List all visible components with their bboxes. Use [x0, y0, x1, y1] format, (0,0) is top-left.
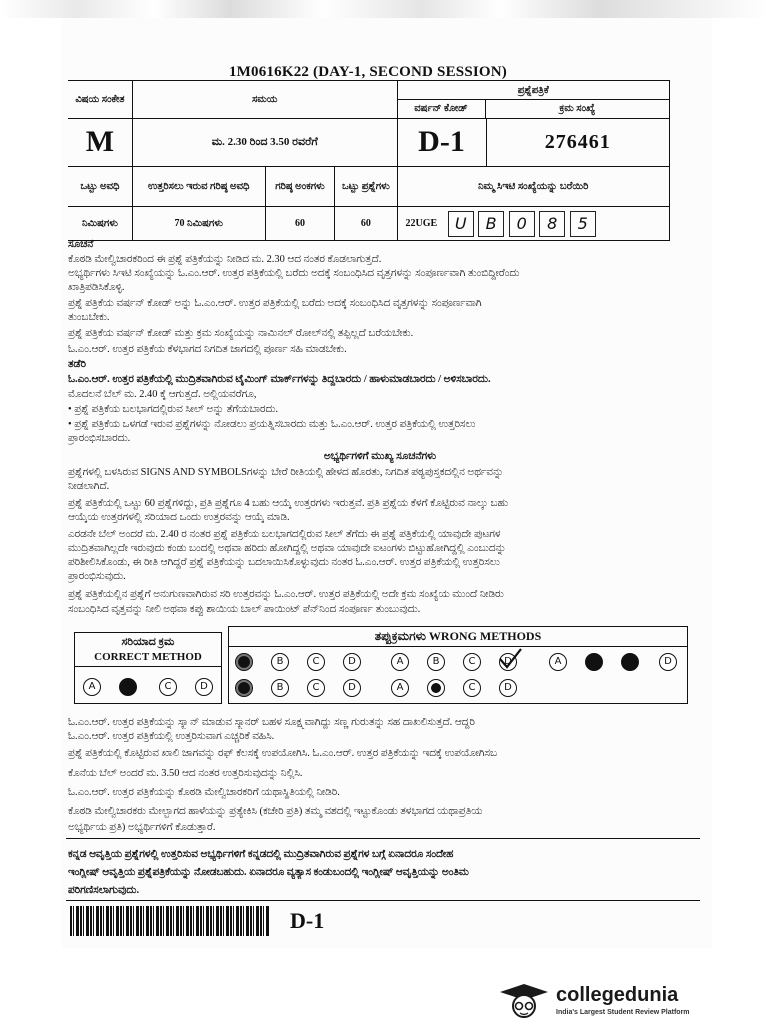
instruction-line: ಪ್ರಶ್ನೆ ಪತ್ರಿಕೆಯ ವರ್ಷನ್ ಕೋಡ್ ಮತ್ತು ಕ್ರಮ ಸಂಖ್ಯೆಯನ್ನು ನಾಮಿನಲ್ ರೋಲ್‌ನಲ್ಲಿ ತಪ್ಪಿಲ್ಲದೆ ಬರೆಯಬೇಕು.	[68, 328, 414, 339]
instruction-line: ಅಭ್ಯರ್ಥಿಗಳು ಸಿಇಟಿ ಸಂಖ್ಯೆಯನ್ನು ಓ.ಎಂ.ಆರ್. ಉತ್ತರ ಪತ್ರಿಕೆಯಲ್ಲಿ ಬರೆದು ಅದಕ್ಕೆ ಸಂಬಂಧಿಸಿದ ವೃತ್ತಗಳನ್ನು ಸಂಪೂರ್ಣವಾಗಿ ತುಂಬಿದ್ದೀರೆಂದು	[68, 268, 520, 279]
wrong-methods-title: ತಪ್ಪುಕ್ರಮಗಳು WRONG METHODS	[229, 627, 687, 647]
instruction-line: ಸಂಬಂಧಿಸಿದ ವೃತ್ತವನ್ನು ನೀಲಿ ಅಥವಾ ಕಪ್ಪು ಶಾಯಿಯ ಬಾಲ್ ಪಾಯಿಂಟ್ ಪೆನ್‌ನಿಂದ ಸಂಪೂರ್ಣ ತುಂಬುವುದು.	[68, 604, 421, 615]
bubble-d: D	[499, 679, 517, 697]
reg-digit: 5	[570, 211, 596, 237]
language-note-line: ಇಂಗ್ಲೀಷ್ ಆವೃತ್ತಿಯ ಪ್ರಶ್ನೆಪತ್ರಿಕೆಯನ್ನು ನೋಡಬಹುದು. ಏನಾದರೂ ವ್ಯತ್ಯಾಸ ಕಂಡುಬಂದಲ್ಲಿ ಇಂಗ್ಲೀಷ್ ಆವೃತ್ತಿಯನ್ನು ಅಂತಿಮ	[68, 867, 469, 878]
bubble-c: C	[463, 653, 481, 671]
instruction-line: ಪರಿಶೀಲಿಸಿಕೊಂಡು, ಈ ರೀತಿ ಆಗಿದ್ದರೆ ಪ್ರಶ್ನೆ ಪತ್ರಿಕೆಯನ್ನು ಬದಲಾಯಿಸಿಕೊಳ್ಳುವುದು ನಂತರ ಓ.ಎಂ.ಆರ್. ಉತ್ತರ ಪತ್ರಿಕೆಯಲ್ಲಿ ಉತ್ತರಿಸಲು	[68, 557, 500, 568]
total-time-label: ಒಟ್ಟು ಅವಧಿ	[68, 167, 132, 207]
reg-number-field[interactable]	[397, 207, 670, 241]
paper-code-title: 1M0616K22 (DAY-1, SECOND SESSION)	[228, 64, 508, 80]
bubble-a: A	[549, 653, 567, 671]
bubble-b-ringed	[427, 679, 445, 697]
instruction-line: ಪ್ರಾರಂಭಿಸಬಾರದು.	[68, 433, 131, 444]
version-code-label: ವರ್ಷನ್ ಕೋಡ್	[398, 100, 486, 118]
reg-digit: B	[478, 211, 504, 237]
bubble-b-filled: B	[585, 653, 603, 671]
photo-top-edge	[0, 0, 768, 18]
max-marks-label: ಗರಿಷ್ಠ ಅಂಕಗಳು	[265, 167, 335, 207]
instruction-line: ತುಂಬಬೇಕು.	[68, 312, 110, 323]
correct-method-box	[74, 632, 222, 704]
language-note-line: ಕನ್ನಡ ಆವೃತ್ತಿಯ ಪ್ರಶ್ನೆಗಳಲ್ಲಿ ಉತ್ತರಿಸುವ ಅಭ್ಯರ್ಥಿಗಳಿಗೆ ಕನ್ನಡದಲ್ಲಿ ಮುದ್ರಿತವಾಗಿರುವ ಪ್ರಶ್ನೆಗಳ ಬಗ್ಗೆ ಏನಾದರೂ ಸಂದೇಹ	[68, 849, 454, 860]
instructions-heading: ಸೂಚನೆ	[68, 239, 94, 250]
bubble-b: B	[271, 653, 289, 671]
bubble-c: C	[307, 653, 325, 671]
barcode	[70, 906, 270, 936]
bubble-b: B	[427, 653, 445, 671]
bubble-c: C	[463, 679, 481, 697]
instruction-line: ಓ.ಎಂ.ಆರ್. ಉತ್ತರ ಪತ್ರಿಕೆಯಲ್ಲಿ ಉತ್ತರಿಸುವಾಗ ಎಚ್ಚರಿಕೆ ವಹಿಸಿ.	[68, 731, 275, 742]
reg-prefix: 22UGE	[405, 217, 438, 229]
divider	[66, 900, 700, 901]
paper-header-table	[68, 80, 670, 241]
time-label: ಸಮಯ	[132, 81, 397, 119]
serial-number-label: ಕ್ರಮ ಸಂಖ್ಯೆ	[559, 102, 596, 114]
bubble-c: C	[307, 679, 325, 697]
instruction-line: ಓ.ಎಂ.ಆರ್. ಉತ್ತರ ಪತ್ರಿಕೆಯನ್ನು ಸ್ಕ್ಯಾನ್ ಮಾಡುವ ಸ್ಕ್ಯಾನರ್ ಬಹಳ ಸೂಕ್ಷ್ಮವಾಗಿದ್ದು ಸಣ್ಣ ಗುರುತನ್ನು ಸಹ ದಾಖಲಿಸುತ್ತದೆ. ಆದ್ದರಿ	[68, 717, 475, 728]
correct-method-title-en: CORRECT METHOD	[94, 651, 202, 663]
bubble-a: A	[391, 653, 409, 671]
instruction-line: ನೀಡಲಾಗಿದೆ.	[68, 481, 110, 492]
collegedunia-logo[interactable]	[496, 982, 726, 1022]
answer-time-value: 70 ನಿಮಿಷಗಳು	[132, 207, 265, 241]
instruction-line: ಪ್ರಾರಂಭಿಸುವುದು.	[68, 571, 126, 582]
brand-name: collegedunia	[556, 984, 679, 1006]
booklet-label: ಪ್ರಶ್ನೆಪತ್ರಿಕೆ	[398, 82, 670, 100]
bubble-a: A	[391, 679, 409, 697]
bubble-b: B	[271, 679, 289, 697]
subject-code-value: M	[68, 119, 132, 167]
instruction-line: ಪ್ರಶ್ನೆ ಪತ್ರಿಕೆಯಲ್ಲಿ ಕೊಟ್ಟಿರುವ ಖಾಲಿ ಜಾಗವನ್ನು ರಫ್ ಕೆಲಸಕ್ಕೆ ಉಪಯೋಗಿಸಿ. ಓ.ಎಂ.ಆರ್. ಉತ್ತರ ಪತ್ರಿಕೆಯನ್ನು ಇದಕ್ಕೆ ಉಪಯೋಗಿಸಬ	[68, 748, 498, 759]
instruction-line: ಪ್ರಶ್ನೆಗಳಲ್ಲಿ ಬಳಸಿರುವ SIGNS AND SYMBOLSಗಳನ್ನು ಬೇರೆ ರೀತಿಯಲ್ಲಿ ಹೇಳದ ಹೊರತು, ನಿಗದಿತ ಪಠ್ಯಪುಸ್ತಕದಲ್ಲಿನ ಅರ್ಥವನ್ನು	[68, 467, 504, 478]
tick-mark-icon	[497, 647, 523, 673]
time-value: ಮ. 2.30 ರಿಂದ 3.50 ರವರೆಗೆ	[132, 119, 397, 167]
bubble-d: D	[343, 679, 361, 697]
reg-digit: U	[448, 211, 474, 237]
instruction-line: ಅಭ್ಯರ್ಥಿಯ ಪ್ರತಿ) ಅಭ್ಯರ್ಥಿಗಳಿಗೆ ಕೊಡುತ್ತಾರೆ.	[68, 822, 216, 833]
instruction-line: ಓ.ಎಂ.ಆರ್. ಉತ್ತರ ಪತ್ರಿಕೆಯನ್ನು ಕೊಠಡಿ ಮೇಲ್ವಿಚಾರಕರಿಗೆ ಯಥಾಸ್ಥಿತಿಯಲ್ಲಿ ನೀಡಿರಿ.	[68, 787, 340, 798]
reg-digit: 8	[539, 211, 565, 237]
version-code-value: D-1	[418, 125, 465, 159]
instruction-line: ಆಯ್ಕೆಯ ಉತ್ತರಗಳಲ್ಲಿ ಸರಿಯಾದ ಒಂದು ಉತ್ತರವನ್ನು ಆಯ್ಕೆ ಮಾಡಿ.	[68, 512, 290, 523]
warning-line: ಓ.ಎಂ.ಆರ್. ಉತ್ತರ ಪತ್ರಿಕೆಯಲ್ಲಿ ಮುದ್ರಿತವಾಗಿರುವ ಟೈಮಿಂಗ್ ಮಾರ್ಕ್‌ಗಳನ್ನು ತಿದ್ದಬಾರದು / ಹಾಳುಮಾಡಬಾರದು / ಅಳಿಸಬಾರದು.	[68, 374, 491, 385]
instruction-line: ಪ್ರಶ್ನೆ ಪತ್ರಿಕೆಯಲ್ಲಿ ಒಟ್ಟು 60 ಪ್ರಶ್ನೆಗಳಿದ್ದು, ಪ್ರತಿ ಪ್ರಶ್ನೆಗೂ 4 ಬಹು ಆಯ್ಕೆ ಉತ್ತರಗಳು ಇರುತ್ತವೆ. ಪ್ರತಿ ಪ್ರಶ್ನೆಯ ಕೆಳಗೆ ಕೊಟ್ಟಿರುವ ನಾಲ್ಕು ಬಹು	[68, 498, 509, 509]
student-mascot-icon	[496, 982, 552, 1022]
instruction-line: • ಪ್ರಶ್ನೆ ಪತ್ರಿಕೆಯ ಬಲಭಾಗದಲ್ಲಿರುವ ಸೀಲ್ ಅನ್ನು ತೆಗೆಯಬಾರದು.	[68, 404, 279, 415]
brand-tagline: India's Largest Student Review Platform	[556, 1009, 690, 1016]
bubble-c-filled: C	[621, 653, 639, 671]
reg-digit: 0	[509, 211, 535, 237]
reg-number-label: ನಿಮ್ಮ ಸಿಇಟಿ ಸಂಖ್ಯೆಯನ್ನು ಬರೆಯಿರಿ	[397, 167, 670, 207]
important-instructions-heading: ಅಭ್ಯರ್ಥಿಗಳಿಗೆ ಮುಖ್ಯ ಸೂಚನೆಗಳು	[323, 451, 437, 462]
instruction-line: ಓ.ಎಂ.ಆರ್. ಉತ್ತರ ಪತ್ರಿಕೆಯ ಕೆಳಭಾಗದ ನಿಗದಿತ ಜಾಗದಲ್ಲಿ ಪೂರ್ಣ ಸಹಿ ಮಾಡಬೇಕು.	[68, 344, 347, 355]
wrong-methods-box	[228, 626, 688, 704]
instruction-line: ಕೊನೆಯ ಬೆಲ್ ಅಂದರೆ ಮ. 3.50 ಆದ ನಂತರ ಉತ್ತರಿಸುವುದನ್ನು ನಿಲ್ಲಿಸಿ.	[68, 768, 303, 779]
total-questions-label: ಒಟ್ಟು ಪ್ರಶ್ನೆಗಳು	[335, 167, 397, 207]
bubble-d: D	[343, 653, 361, 671]
bubble-d: D	[195, 678, 213, 696]
bubble-a-wrong	[235, 653, 253, 671]
bubble-c: C	[159, 678, 177, 696]
instruction-line: ಮೊದಲನೆ ಬೆಲ್ ಮ. 2.40 ಕ್ಕೆ ಆಗುತ್ತದೆ. ಅಲ್ಲಿಯವರೆಗೂ,	[68, 389, 257, 400]
instruction-line: ಎರಡನೇ ಬೆಲ್ ಅಂದರೆ ಮ. 2.40 ರ ನಂತರ ಪ್ರಶ್ನೆ ಪತ್ರಿಕೆಯ ಬಲಭಾಗದಲ್ಲಿರುವ ಸೀಲ್ ತೆಗೆದು ಈ ಪ್ರಶ್ನೆ ಪತ್ರಿಕೆಯಲ್ಲಿ ಯಾವುದೇ ಪುಟಗಳ	[68, 529, 501, 540]
divider	[66, 838, 700, 839]
answer-time-label: ಉತ್ತರಿಸಲು ಇರುವ ಗರಿಷ್ಠ ಅವಧಿ	[132, 167, 265, 207]
instruction-line: ಮುದ್ರಿತವಾಗಿಲ್ಲದೇ ಇರುವುದು ಕಂಡು ಬಂದಲ್ಲಿ ಅಥವಾ ಹರಿದು ಹೋಗಿದ್ದಲ್ಲಿ ಅಥವಾ ಯಾವುದೇ ಐಟಂಗಳು ಬಿಟ್ಟುಹೋಗಿದ್ದಲ್ಲಿ ಎಂಬುದನ್ನು	[68, 543, 507, 554]
correct-method-title-kn: ಸರಿಯಾದ ಕ್ರಮ	[121, 636, 175, 648]
subject-code-label: ವಿಷಯ ಸಂಕೇತ	[68, 81, 132, 119]
serial-number-value: 276461	[486, 119, 670, 167]
warning-heading: ತಡೆರಿ	[68, 359, 87, 370]
footer-version-code: D-1	[290, 908, 325, 933]
instruction-line: ಕೊಠಡಿ ಮೇಲ್ವಿಚಾರಕರಿಂದ ಈ ಪ್ರಶ್ನೆ ಪತ್ರಿಕೆಯನ್ನು ನೀಡಿದ ಮ. 2.30 ಆದ ನಂತರ ಕೊಡಲಾಗುತ್ತದೆ.	[68, 254, 382, 265]
bubble-d-ticked: D	[499, 653, 517, 671]
bubble-b-filled: B	[119, 678, 137, 696]
language-note-line: ಪರಿಗಣಿಸಲಾಗುವುದು.	[68, 885, 140, 896]
instruction-line: ಪ್ರಶ್ನೆ ಪತ್ರಿಕೆಯಲ್ಲಿನ ಪ್ರಶ್ನೆಗೆ ಅನುಗುಣವಾಗಿರುವ ಸರಿ ಉತ್ತರವನ್ನು ಓ.ಎಂ.ಆರ್. ಉತ್ತರ ಪತ್ರಿಕೆಯಲ್ಲಿ ಅದೇ ಕ್ರಮ ಸಂಖ್ಯೆಯ ಮುಂದೆ ನೀಡಿರು	[68, 589, 504, 600]
total-questions-value: 60	[335, 207, 397, 241]
bubble-d: D	[659, 653, 677, 671]
instruction-line: ಕೊಠಡಿ ಮೇಲ್ವಿಚಾರಕರು ಮೇಲ್ಭಾಗದ ಹಾಳೆಯನ್ನು ಪ್ರತ್ಯೇಕಿಸಿ (ಕಚೇರಿ ಪ್ರತಿ) ತಮ್ಮ ವಶದಲ್ಲಿ ಇಟ್ಟುಕೊಂಡು ತಳಭಾಗದ ಯಥಾಪ್ರತಿಯ	[68, 806, 483, 817]
instruction-line: • ಪ್ರಶ್ನೆ ಪತ್ರಿಕೆಯ ಒಳಗಡೆ ಇರುವ ಪ್ರಶ್ನೆಗಳನ್ನು ನೋಡಲು ಪ್ರಯತ್ನಿಸಬಾರದು ಮತ್ತು ಓ.ಎಂ.ಆರ್. ಉತ್ತರ ಪತ್ರಿಕೆಯಲ್ಲಿ ಉತ್ತರಿಸಲು	[68, 419, 476, 430]
instruction-line: ಖಾತ್ರಿಪಡಿಸಿಕೊಳ್ಳಿ.	[68, 282, 125, 293]
bubble-a: A	[83, 678, 101, 696]
instruction-line: ಪ್ರಶ್ನೆ ಪತ್ರಿಕೆಯ ವರ್ಷನ್ ಕೋಡ್ ಅನ್ನು ಓ.ಎಂ.ಆರ್. ಉತ್ತರ ಪತ್ರಿಕೆಯಲ್ಲಿ ಬರೆದು ಅದಕ್ಕೆ ಸಂಬಂಧಿಸಿದ ವೃತ್ತಗಳನ್ನು ಸಂಪೂರ್ಣವಾಗಿ	[68, 298, 482, 309]
bubble-a-wrong	[235, 679, 253, 697]
total-time-value: ನಿಮಿಷಗಳು	[68, 207, 132, 241]
max-marks-value: 60	[265, 207, 335, 241]
